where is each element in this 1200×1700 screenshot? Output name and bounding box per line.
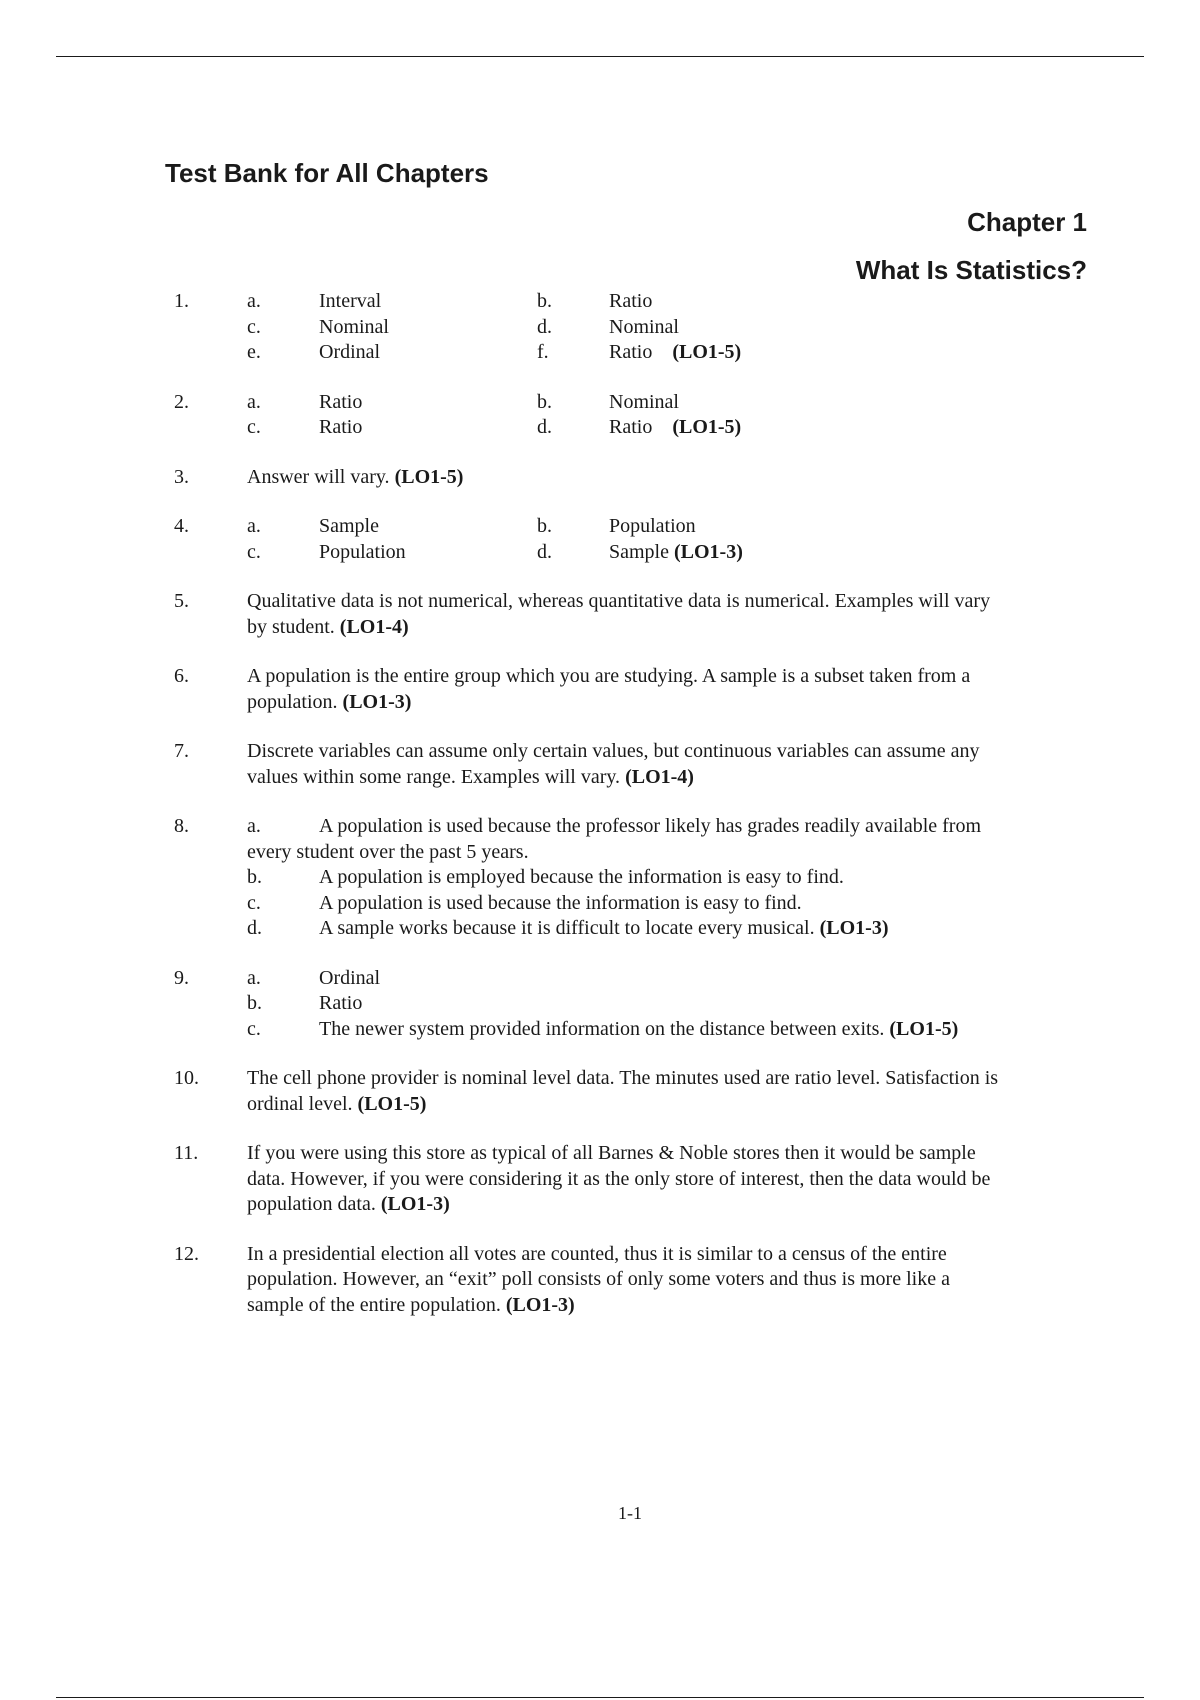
question-8 xyxy=(174,814,1104,942)
answer-line: The cell phone provider is nominal level data. The minutes used are ratio level. Satisfaction is xyxy=(247,1067,999,1089)
item-text: The newer system provided information on the distance between exits. xyxy=(319,1017,885,1040)
question-2 xyxy=(174,390,1104,441)
question-number: 5. xyxy=(174,590,189,612)
item-label: e. xyxy=(247,341,261,363)
learning-objective: (LO1-3) xyxy=(342,690,412,713)
answer-line: population. xyxy=(247,690,338,713)
item-label: c. xyxy=(247,891,261,914)
item-text: A population is employed because the information is easy to find. xyxy=(319,866,844,888)
answer-line: If you were using this store as typical of all Barnes & Noble stores then it would be sample xyxy=(247,1142,976,1164)
item-text: Interval xyxy=(319,290,382,312)
sub-item-b xyxy=(247,991,1104,1017)
chapter-number: Chapter 1 xyxy=(967,207,1087,237)
answer-line-last xyxy=(247,690,1104,716)
question-number: 10. xyxy=(174,1067,199,1089)
question-1 xyxy=(174,289,1104,366)
bottom-rule xyxy=(56,1697,1144,1698)
answer-line: ordinal level. xyxy=(247,1092,353,1115)
learning-objective: (LO1-5) xyxy=(672,416,742,438)
question-number: 2. xyxy=(174,390,189,413)
question-11 xyxy=(174,1141,1104,1218)
sub-item-b xyxy=(247,865,1104,891)
question-3 xyxy=(174,465,1104,491)
item-text: Ordinal xyxy=(319,341,381,363)
item-label: c. xyxy=(247,416,261,438)
answer-line-last xyxy=(247,1293,1104,1319)
question-6 xyxy=(174,664,1104,715)
question-4 xyxy=(174,514,1104,565)
item-text: Ratio xyxy=(319,992,363,1014)
answer-line: Discrete variables can assume only certain values, but continuous variables can assume any xyxy=(247,740,980,762)
sub-item-d xyxy=(247,916,1104,942)
answer-line-last xyxy=(247,1192,1104,1218)
learning-objective: (LO1-5) xyxy=(889,1017,959,1040)
item-text: A population is used because the professor likely has grades readily available from xyxy=(319,815,982,837)
item-text: Nominal xyxy=(609,315,679,338)
item-label: b. xyxy=(537,390,552,413)
answer-row xyxy=(247,415,1104,441)
item-label: b. xyxy=(247,866,262,888)
answer-line: sample of the entire population. xyxy=(247,1293,501,1316)
learning-objective: (LO1-5) xyxy=(357,1092,427,1115)
question-number: 9. xyxy=(174,966,189,989)
answer-row xyxy=(247,340,1104,366)
item-text: Ratio xyxy=(319,390,363,413)
question-7 xyxy=(174,739,1104,790)
question-number: 3. xyxy=(174,465,189,488)
item-label: a. xyxy=(247,815,261,837)
answer-line: by student. xyxy=(247,615,335,638)
item-label: a. xyxy=(247,390,261,413)
learning-objective: (LO1-3) xyxy=(380,1193,450,1215)
answer-line: values within some range. Examples will vary. xyxy=(247,765,621,788)
answer-row xyxy=(247,514,1104,540)
chapter-title: What Is Statistics? xyxy=(855,255,1087,285)
item-label: d. xyxy=(247,917,262,939)
learning-objective: (LO1-5) xyxy=(394,465,464,488)
sub-item-a xyxy=(247,814,1104,840)
question-number: 12. xyxy=(174,1242,199,1265)
question-10 xyxy=(174,1066,1104,1117)
question-number: 6. xyxy=(174,665,189,687)
item-text-with-lo xyxy=(609,340,741,366)
item-label: d. xyxy=(537,540,552,563)
answer-line-last xyxy=(247,615,1104,641)
item-label: c. xyxy=(247,315,261,338)
item-text: Ordinal xyxy=(319,966,381,989)
item-text: Ratio xyxy=(609,290,653,312)
learning-objective: (LO1-3) xyxy=(674,540,743,563)
item-label: d. xyxy=(537,416,552,438)
answer-row xyxy=(247,540,1104,566)
item-text: Population xyxy=(319,540,406,563)
answer-line: population. However, an “exit” poll consists of only some voters and thus is more like a xyxy=(247,1268,950,1290)
answer-line-last xyxy=(247,765,1104,791)
item-label: b. xyxy=(537,515,552,537)
item-text: Ratio xyxy=(609,341,653,363)
item-label: b. xyxy=(247,992,262,1014)
item-label: d. xyxy=(537,315,552,338)
item-label: c. xyxy=(247,540,261,563)
answer-row xyxy=(247,390,1104,416)
sub-item-c xyxy=(247,891,1104,917)
item-text: Nominal xyxy=(319,315,389,338)
item-text-with-lo xyxy=(609,540,743,566)
answer-line: Qualitative data is not numerical, whereas quantitative data is numerical. Examples will vary xyxy=(247,590,991,612)
answer-line-last xyxy=(247,1092,1104,1118)
answer-line: data. However, if you were considering it as the only store of interest, then the data would be xyxy=(247,1167,991,1190)
learning-objective: (LO1-4) xyxy=(625,765,694,788)
top-rule xyxy=(56,56,1144,57)
answer-list xyxy=(174,289,1104,1342)
question-number: 7. xyxy=(174,740,189,762)
question-number: 4. xyxy=(174,515,189,537)
learning-objective: (LO1-5) xyxy=(672,341,742,363)
learning-objective: (LO1-3) xyxy=(505,1293,575,1316)
question-12 xyxy=(174,1242,1104,1319)
question-5 xyxy=(174,589,1104,640)
learning-objective: (LO1-4) xyxy=(339,615,409,638)
answer-line: In a presidential election all votes are counted, thus it is similar to a census of the entire xyxy=(247,1242,947,1265)
learning-objective: (LO1-3) xyxy=(819,917,889,939)
item-text-continued: every student over the past 5 years. xyxy=(247,840,529,863)
item-text: Ratio xyxy=(609,416,653,438)
item-label: a. xyxy=(247,290,261,312)
answer-row xyxy=(247,315,1104,341)
item-text: A population is used because the information is easy to find. xyxy=(319,891,802,914)
item-text: Nominal xyxy=(609,390,679,413)
answer-line: A population is the entire group which you are studying. A sample is a subset taken from a xyxy=(247,665,971,687)
item-label: b. xyxy=(537,290,552,312)
sub-item-c xyxy=(247,1017,1104,1043)
item-label: c. xyxy=(247,1017,261,1040)
item-text: Ratio xyxy=(319,416,363,438)
answer-line: population data. xyxy=(247,1193,376,1215)
item-label: a. xyxy=(247,515,261,537)
question-number: 8. xyxy=(174,815,189,837)
item-label: a. xyxy=(247,966,261,989)
answer-text: Answer will vary. xyxy=(247,465,390,488)
page-number: 1-1 xyxy=(618,1503,642,1523)
question-9 xyxy=(174,966,1104,1043)
item-text: A sample works because it is difficult to locate every musical. xyxy=(319,917,815,939)
item-label: f. xyxy=(537,341,549,363)
item-text: Sample xyxy=(319,515,379,537)
answer-row xyxy=(247,289,1104,315)
item-text: Sample xyxy=(609,540,669,563)
sub-item-a xyxy=(247,966,1104,992)
question-number: 1. xyxy=(174,290,189,312)
item-text-with-lo xyxy=(609,415,741,441)
question-number: 11. xyxy=(174,1142,199,1164)
item-text: Population xyxy=(609,515,696,537)
document-title: Test Bank for All Chapters xyxy=(165,158,489,188)
